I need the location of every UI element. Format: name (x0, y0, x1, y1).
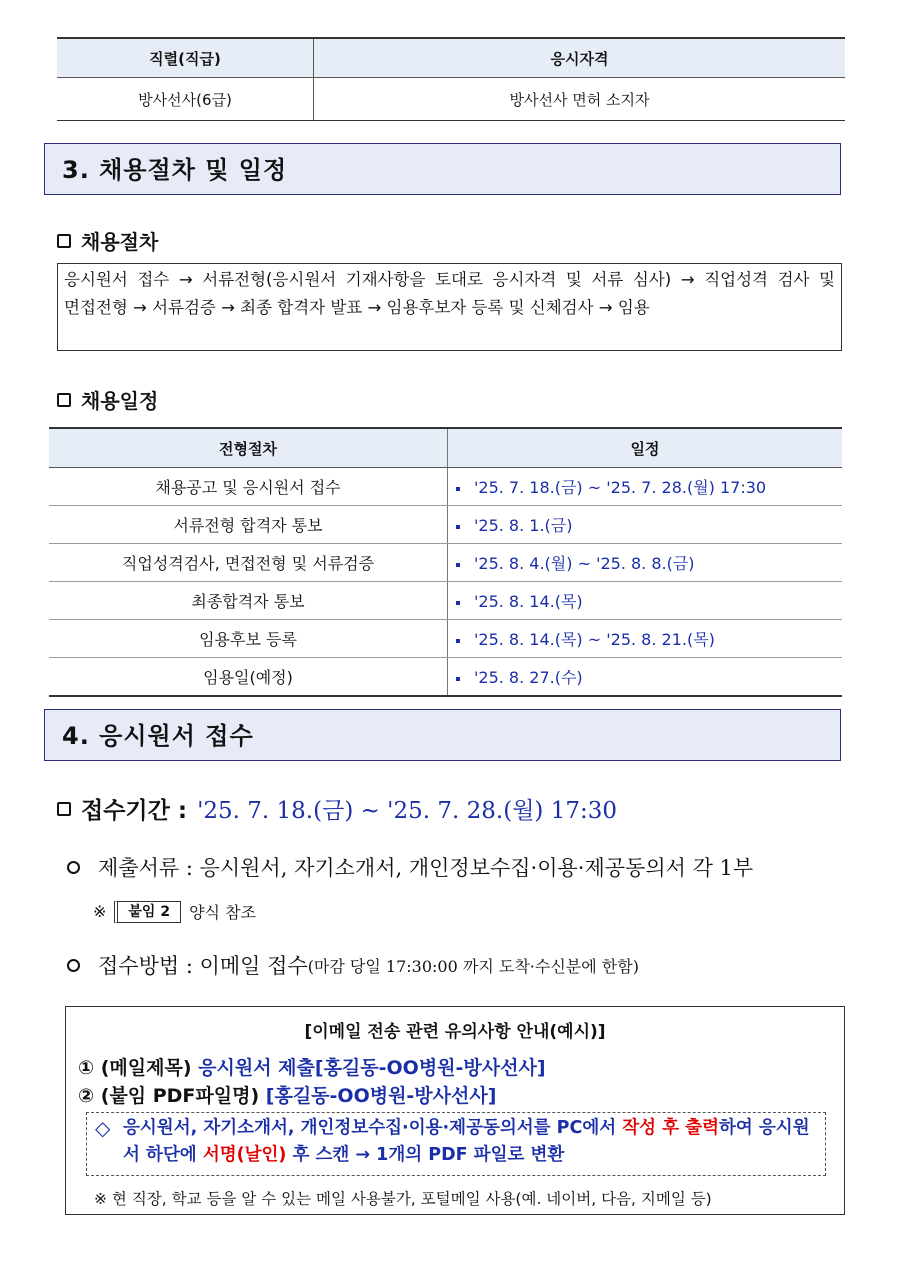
circle-bullet-icon (67, 959, 80, 972)
line-number: ① (78, 1057, 95, 1079)
documents-item (67, 852, 753, 882)
bullet-icon (456, 525, 460, 529)
date-cell (448, 544, 843, 582)
section-4-header: 4. 응시원서 접수 (44, 709, 841, 761)
table-row (49, 506, 842, 544)
email-footnote: ※ 현 직장, 학교 등을 알 수 있는 메일 사용불가, 포털메일 사용(예. 네이버, 다음, 지메일 등) (94, 1190, 712, 1208)
instruction-text: 응시원서, 자기소개서, 개인정보수집·이용·제공동의서를 PC에서 (123, 1118, 623, 1138)
documents-note (93, 900, 256, 923)
instruction-highlight: 작성 후 출력 (622, 1118, 719, 1138)
email-subject-label: (메일제목) (100, 1057, 192, 1079)
table-row (49, 620, 842, 658)
bullet-icon (456, 677, 460, 681)
checkbox-square-icon (57, 234, 71, 248)
date-cell (448, 506, 843, 544)
checkbox-square-icon (57, 393, 71, 407)
date-text: '25. 8. 27.(수) (474, 668, 583, 687)
method-text: 접수방법 : 이메일 접수 (98, 954, 308, 978)
col-header-qualification: 응시자격 (314, 38, 846, 78)
qualification-table (57, 37, 845, 121)
table-row (49, 582, 842, 620)
procedure-heading (57, 226, 158, 255)
pdf-filename-value: [홍길동-OO병원-방사선사] (265, 1085, 497, 1107)
application-period (57, 792, 617, 825)
method-detail: (마감 당일 17:30:00 까지 도착·수신분에 한함) (307, 956, 639, 976)
instruction-highlight: 서명(날인) (202, 1145, 287, 1165)
date-text: '25. 8. 4.(월) ~ '25. 8. 8.(금) (474, 554, 695, 573)
instruction-text: 하여 응시원서 하단에 (123, 1118, 810, 1165)
step-cell: 서류전형 합격자 통보 (49, 506, 448, 544)
note-mark: ※ (93, 902, 107, 921)
date-text: '25. 8. 14.(목) (474, 592, 583, 611)
pdf-filename-label: (붙임 PDF파일명) (100, 1085, 260, 1107)
diamond-icon: ◇ (95, 1116, 111, 1140)
table-row (49, 658, 842, 697)
table-row (49, 468, 842, 506)
bullet-icon (456, 487, 460, 491)
section-3-header: 3. 채용절차 및 일정 (44, 143, 841, 195)
attachment-badge: 붙임 2 (114, 901, 181, 923)
bullet-icon (456, 639, 460, 643)
table-row (57, 78, 845, 121)
period-label: 접수기간 : (81, 798, 188, 824)
qualification-cell: 방사선사 면허 소지자 (314, 78, 846, 121)
date-cell (448, 620, 843, 658)
checkbox-square-icon (57, 802, 71, 816)
circle-bullet-icon (67, 861, 80, 874)
schedule-heading-text: 채용일정 (81, 389, 159, 413)
instruction-text: 후 스캔 → 1개의 PDF 파일로 변환 (286, 1145, 565, 1165)
step-cell: 최종합격자 통보 (49, 582, 448, 620)
bullet-icon (456, 601, 460, 605)
schedule-heading (57, 385, 158, 414)
line-number: ② (78, 1085, 95, 1107)
col-header-date: 일정 (448, 428, 843, 468)
instruction-box (86, 1112, 826, 1176)
step-cell: 임용일(예정) (49, 658, 448, 697)
col-header-step: 전형절차 (49, 428, 448, 468)
procedure-heading-text: 채용절차 (81, 230, 159, 254)
date-cell (448, 582, 843, 620)
email-subject-value: 응시원서 제출[홍길동-OO병원-방사선사] (198, 1057, 546, 1079)
date-cell (448, 658, 843, 697)
step-cell: 임용후보 등록 (49, 620, 448, 658)
note-text: 양식 참조 (189, 903, 256, 922)
bullet-icon (456, 563, 460, 567)
schedule-table (49, 427, 842, 697)
email-subject-line (78, 1053, 546, 1080)
date-text: '25. 7. 18.(금) ~ '25. 7. 28.(월) 17:30 (474, 478, 767, 497)
documents-text: 제출서류 : 응시원서, 자기소개서, 개인정보수집·이용·제공동의서 각 1부 (98, 856, 754, 880)
pdf-filename-line (78, 1081, 496, 1108)
position-cell: 방사선사(6급) (57, 78, 314, 121)
step-cell: 채용공고 및 응시원서 접수 (49, 468, 448, 506)
table-row (49, 544, 842, 582)
email-notice-box (65, 1006, 845, 1215)
email-notice-title: [이메일 전송 관련 유의사항 안내(예시)] (304, 1022, 606, 1042)
period-value: '25. 7. 18.(금) ~ '25. 7. 28.(월) 17:30 (197, 798, 617, 824)
date-text: '25. 8. 14.(목) ~ '25. 8. 21.(목) (474, 630, 715, 649)
method-item (67, 950, 639, 980)
date-cell (448, 468, 843, 506)
procedure-box: 응시원서 접수 → 서류전형(응시원서 기재사항을 토대로 응시자격 및 서류 심사) → 직업성격 검사 및 면접전형 → 서류검증 → 최종 합격자 발표 → 임용후보자 등록 및 신체검사 → 임용 (57, 263, 842, 351)
date-text: '25. 8. 1.(금) (474, 516, 573, 535)
col-header-position: 직렬(직급) (57, 38, 314, 78)
step-cell: 직업성격검사, 면접전형 및 서류검증 (49, 544, 448, 582)
